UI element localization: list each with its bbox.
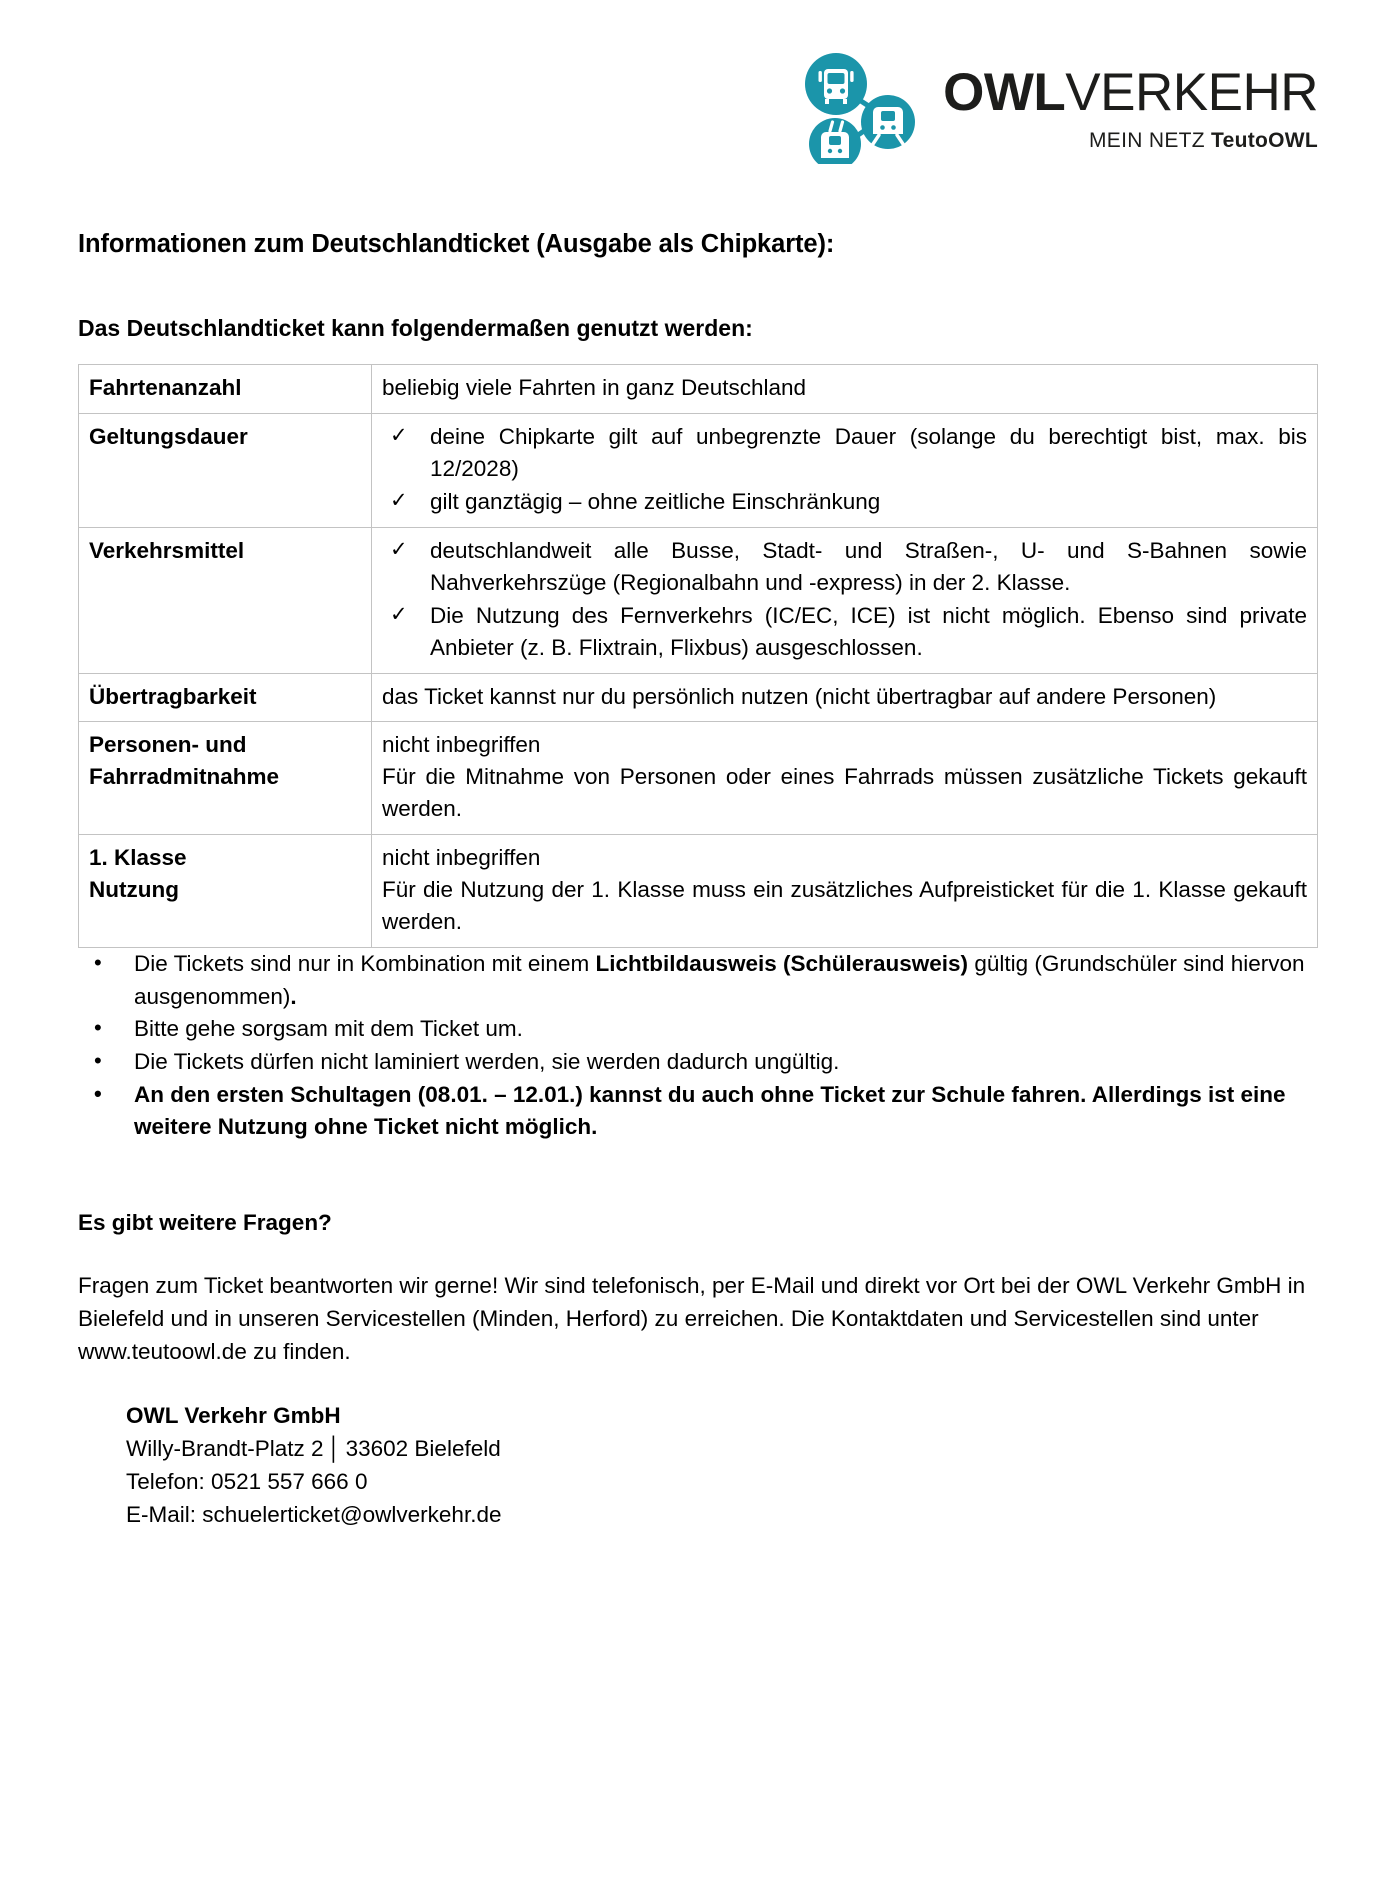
table-row bbox=[79, 527, 1318, 673]
page-header bbox=[78, 0, 1318, 196]
row-value-cell bbox=[372, 722, 1318, 835]
row-label-cell bbox=[79, 835, 372, 948]
checkmark-item bbox=[382, 421, 1307, 485]
row-value-paragraph: Für die Mitnahme von Personen oder eines Fahrrads müssen zusätzliche Tickets gekauft werden. bbox=[382, 764, 1307, 822]
bullet-icon: • bbox=[94, 1015, 102, 1041]
page-title: Informationen zum Deutschlandticket (Ausgabe als Chipkarte): bbox=[78, 230, 835, 258]
checkmark-list bbox=[382, 421, 1307, 518]
row-value-paragraph: nicht inbegriffen bbox=[382, 732, 541, 758]
tagline-bold: TeutoOWL bbox=[1211, 128, 1318, 152]
bullet-icon: • bbox=[94, 1047, 102, 1073]
wordmark-light: VERKEHR bbox=[1065, 62, 1318, 122]
contact-block bbox=[78, 1400, 1318, 1531]
owl-verkehr-logo bbox=[803, 52, 1318, 164]
list-item-emphasis-tail: . bbox=[290, 983, 297, 1009]
brand-tagline bbox=[1089, 130, 1318, 151]
row-label-line: Personen- und bbox=[89, 732, 247, 758]
row-label-cell bbox=[79, 365, 372, 414]
table-body bbox=[79, 365, 1318, 948]
check-icon: ✓ bbox=[390, 423, 408, 447]
table-row bbox=[79, 413, 1318, 527]
checkmark-item-text: deutschlandweit alle Busse, Stadt- und Straßen-, U- und S-Bahnen sowie Nahverkehrszüge (Regionalbahn und -express) in der 2. Klasse. bbox=[430, 537, 1307, 595]
list-item bbox=[78, 1046, 1318, 1079]
table-row bbox=[79, 722, 1318, 835]
list-item-text-tail: gültig (Grundschüler sind hiervon ausgenommen) bbox=[134, 951, 1305, 1009]
closing-paragraph: Fragen zum Ticket beantworten wir gerne! Wir sind telefonisch, per E-Mail und direkt vor Ort bei der OWL Verkehr GmbH in Bielefeld und in unseren Servicestellen (Minden, Herford) zu erreichen. Die Kontaktdaten und Servicestellen sind unter www.teutoowl.de zu finden. bbox=[78, 1272, 1306, 1364]
checkmark-item-text: deine Chipkarte gilt auf unbegrenzte Dauer (solange du berechtigt bist, max. bis 12/2028) bbox=[430, 423, 1307, 481]
row-value-cell bbox=[372, 835, 1318, 948]
contact-city: 33602 Bielefeld bbox=[345, 1436, 501, 1462]
brand-wordmark bbox=[943, 62, 1318, 122]
emphasis-bullet-list bbox=[78, 1079, 1318, 1144]
contact-street: Willy-Brandt-Platz 2 bbox=[126, 1436, 324, 1462]
row-label-line: Übertragbarkeit bbox=[89, 683, 257, 709]
row-value-paragraph: beliebig viele Fahrten in ganz Deutschland bbox=[382, 375, 807, 400]
questions-heading: Es gibt weitere Fragen? bbox=[78, 1209, 332, 1235]
list-item bbox=[78, 1013, 1318, 1046]
contact-address bbox=[126, 1433, 1318, 1466]
logo-text-block bbox=[943, 62, 1318, 152]
list-item-text: Die Tickets dürfen nicht laminiert werden, sie werden dadurch ungültig. bbox=[134, 1048, 840, 1074]
row-label-line: Geltungsdauer bbox=[89, 423, 248, 449]
row-label-line: Verkehrsmittel bbox=[89, 537, 245, 563]
list-item-text: Die Tickets sind nur in Kombination mit einem bbox=[134, 951, 596, 977]
checkmark-item bbox=[382, 486, 1307, 518]
list-item-emphasis: Lichtbildausweis (Schülerausweis) bbox=[595, 951, 969, 977]
contact-email: E-Mail: schuelerticket@owlverkehr.de bbox=[126, 1501, 502, 1527]
contact-separator: │ bbox=[327, 1436, 342, 1462]
checkmark-item-text: gilt ganztägig – ohne zeitliche Einschränkung bbox=[430, 488, 881, 514]
wordmark-bold: OWL bbox=[943, 62, 1066, 122]
check-icon: ✓ bbox=[390, 602, 408, 626]
row-label-cell bbox=[79, 527, 372, 673]
row-label-line: Nutzung bbox=[89, 877, 179, 903]
row-value-cell bbox=[372, 527, 1318, 673]
notes-bullet-list bbox=[78, 948, 1318, 1079]
list-item-text: Bitte gehe sorgsam mit dem Ticket um. bbox=[134, 1016, 523, 1042]
row-value-cell bbox=[372, 365, 1318, 414]
contact-phone: Telefon: 0521 557 666 0 bbox=[126, 1469, 368, 1495]
contact-company: OWL Verkehr GmbH bbox=[126, 1403, 341, 1429]
row-value-cell bbox=[372, 413, 1318, 527]
bullet-icon: • bbox=[94, 1080, 102, 1106]
transport-network-icon bbox=[803, 52, 921, 164]
table-row bbox=[79, 673, 1318, 722]
table-row bbox=[79, 365, 1318, 414]
row-value-paragraph: das Ticket kannst nur du persönlich nutzen (nicht übertragbar auf andere Personen) bbox=[382, 683, 1217, 709]
bullet-icon: • bbox=[94, 950, 102, 976]
list-item bbox=[78, 948, 1318, 1013]
check-icon: ✓ bbox=[390, 537, 408, 561]
row-label-cell bbox=[79, 722, 372, 835]
list-item-text: An den ersten Schultagen (08.01. – 12.01.) kannst du auch ohne Ticket zur Schule fahren. Allerdings ist eine weitere Nutzung ohne Ticket nicht möglich. bbox=[134, 1081, 1286, 1140]
row-label-line: Fahrtenanzahl bbox=[89, 375, 242, 400]
row-value-cell bbox=[372, 673, 1318, 722]
row-label-line: 1. Klasse bbox=[89, 845, 187, 871]
row-label-cell bbox=[79, 673, 372, 722]
row-label-line: Fahrradmitnahme bbox=[89, 764, 280, 790]
section-subtitle: Das Deutschlandticket kann folgendermaßen genutzt werden: bbox=[78, 315, 753, 341]
list-item bbox=[78, 1079, 1318, 1144]
checkmark-list bbox=[382, 535, 1307, 664]
row-value-paragraph: nicht inbegriffen bbox=[382, 845, 541, 871]
row-value-paragraph: Für die Nutzung der 1. Klasse muss ein zusätzliches Aufpreisticket für die 1. Klasse gekauft werden. bbox=[382, 877, 1307, 935]
row-label-cell bbox=[79, 413, 372, 527]
checkmark-item bbox=[382, 600, 1307, 664]
ticket-info-table bbox=[78, 364, 1318, 948]
checkmark-item bbox=[382, 535, 1307, 599]
checkmark-item-text: Die Nutzung des Fernverkehrs (IC/EC, ICE) ist nicht möglich. Ebenso sind private Anbieter (z. B. Flixtrain, Flixbus) ausgeschlossen. bbox=[430, 602, 1307, 660]
check-icon: ✓ bbox=[390, 488, 408, 512]
tagline-light: MEIN NETZ bbox=[1089, 128, 1212, 152]
table-row bbox=[79, 835, 1318, 948]
